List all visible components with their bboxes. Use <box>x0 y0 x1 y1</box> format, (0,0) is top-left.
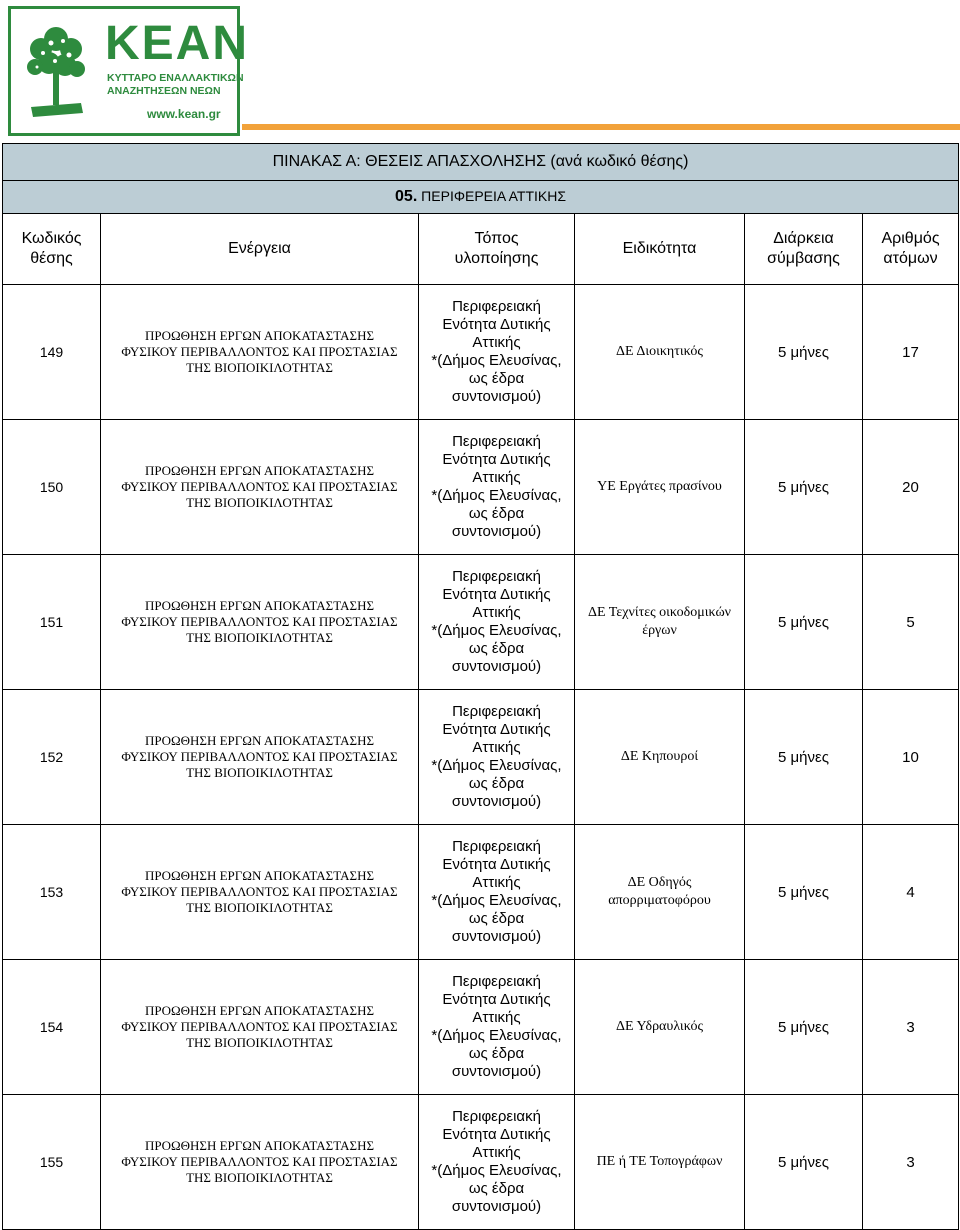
action-line: ΠΡΟΩΘΗΣΗ ΕΡΓΩΝ ΑΠΟΚΑΤΑΣΤΑΣΗΣ <box>144 328 375 343</box>
table-row <box>3 555 959 690</box>
place-line: ως έδρα <box>468 910 525 927</box>
place-cell <box>419 960 575 1095</box>
tree-logo-icon <box>21 17 91 123</box>
region-row <box>3 181 959 214</box>
place-line: συντονισμού) <box>451 658 542 675</box>
place-line: Αττικής <box>472 604 521 621</box>
place-line: συντονισμού) <box>451 1198 542 1215</box>
header-count: Αριθμός ατόμων <box>863 214 959 285</box>
action-line: ΤΗΣ ΒΙΟΠΟΙΚΙΛΟΤΗΤΑΣ <box>186 360 333 375</box>
table-row <box>3 285 959 420</box>
region-code: 05. <box>395 188 418 205</box>
action-line: ΤΗΣ ΒΙΟΠΟΙΚΙΛΟΤΗΤΑΣ <box>186 630 333 645</box>
position-code: 154 <box>3 960 101 1095</box>
header-duration: Διάρκεια σύμβασης <box>745 214 863 285</box>
action-cell <box>101 690 419 825</box>
specialty-line: ΔΕ Κηπουροί <box>620 749 699 764</box>
place-line: συντονισμού) <box>451 793 542 810</box>
specialty-line: απορριματοφόρου <box>608 893 711 908</box>
place-line: *(Δήμος Ελευσίνας, <box>431 352 562 369</box>
position-code: 152 <box>3 690 101 825</box>
place-line: ως έδρα <box>468 775 525 792</box>
place-line: συντονισμού) <box>451 388 542 405</box>
table-title-row <box>3 144 959 181</box>
action-cell <box>101 555 419 690</box>
action-line: ΠΡΟΩΘΗΣΗ ΕΡΓΩΝ ΑΠΟΚΑΤΑΣΤΑΣΗΣ <box>144 598 375 613</box>
place-line: Ενότητα Δυτικής <box>442 991 551 1008</box>
table-row <box>3 825 959 960</box>
place-cell <box>419 420 575 555</box>
duration-cell: 5 μήνες <box>745 420 863 555</box>
kean-logo <box>8 6 250 136</box>
place-line: *(Δήμος Ελευσίνας, <box>431 757 562 774</box>
place-line: Ενότητα Δυτικής <box>442 451 551 468</box>
specialty-cell <box>575 825 745 960</box>
place-cell <box>419 825 575 960</box>
specialty-line: ΠΕ ή ΤΕ Τοπογράφων <box>596 1154 723 1169</box>
table-row <box>3 420 959 555</box>
place-line: ως έδρα <box>468 505 525 522</box>
specialty-line: ΔΕ Διοικητικός <box>616 344 703 359</box>
duration-cell: 5 μήνες <box>745 690 863 825</box>
count-cell: 17 <box>863 285 959 420</box>
action-cell <box>101 825 419 960</box>
place-line: Αττικής <box>472 874 521 891</box>
place-line: Αττικής <box>472 1009 521 1026</box>
action-cell <box>101 420 419 555</box>
action-line: ΦΥΣΙΚΟΥ ΠΕΡΙΒΑΛΛΟΝΤΟΣ ΚΑΙ ΠΡΟΣΤΑΣΙΑΣ <box>121 1019 398 1034</box>
place-line: Ενότητα Δυτικής <box>442 1126 551 1143</box>
specialty-cell <box>575 285 745 420</box>
place-line: *(Δήμος Ελευσίνας, <box>431 487 562 504</box>
action-line: ΠΡΟΩΘΗΣΗ ΕΡΓΩΝ ΑΠΟΚΑΤΑΣΤΑΣΗΣ <box>144 1138 375 1153</box>
specialty-line: ΔΕ Υδραυλικός <box>615 1019 703 1034</box>
count-cell: 5 <box>863 555 959 690</box>
action-line: ΠΡΟΩΘΗΣΗ ΕΡΓΩΝ ΑΠΟΚΑΤΑΣΤΑΣΗΣ <box>144 1003 375 1018</box>
action-line: ΤΗΣ ΒΙΟΠΟΙΚΙΛΟΤΗΤΑΣ <box>186 1035 333 1050</box>
specialty-line: ΔΕ Οδηγός <box>627 875 692 890</box>
action-line: ΤΗΣ ΒΙΟΠΟΙΚΙΛΟΤΗΤΑΣ <box>186 900 333 915</box>
count-cell: 3 <box>863 1095 959 1230</box>
place-line: Ενότητα Δυτικής <box>442 316 551 333</box>
count-cell: 10 <box>863 690 959 825</box>
place-line: ως έδρα <box>468 640 525 657</box>
place-cell <box>419 285 575 420</box>
specialty-line: ΥΕ Εργάτες πρασίνου <box>597 479 722 494</box>
place-line: ως έδρα <box>468 1180 525 1197</box>
place-line: ως έδρα <box>468 370 525 387</box>
specialty-cell <box>575 555 745 690</box>
region-name: ΠΕΡΙΦΕΡΕΙΑ ΑΤΤΙΚΗΣ <box>421 188 566 204</box>
place-line: Ενότητα Δυτικής <box>442 856 551 873</box>
table-row <box>3 960 959 1095</box>
header-action: Ενέργεια <box>101 214 419 285</box>
place-line: ως έδρα <box>468 1045 525 1062</box>
position-code: 153 <box>3 825 101 960</box>
place-line: Περιφερειακή <box>452 1108 541 1125</box>
place-line: Αττικής <box>472 334 521 351</box>
action-line: ΦΥΣΙΚΟΥ ΠΕΡΙΒΑΛΛΟΝΤΟΣ ΚΑΙ ΠΡΟΣΤΑΣΙΑΣ <box>121 749 398 764</box>
position-code: 149 <box>3 285 101 420</box>
place-line: Περιφερειακή <box>452 433 541 450</box>
action-line: ΤΗΣ ΒΙΟΠΟΙΚΙΛΟΤΗΤΑΣ <box>186 495 333 510</box>
duration-cell: 5 μήνες <box>745 825 863 960</box>
action-line: ΦΥΣΙΚΟΥ ΠΕΡΙΒΑΛΛΟΝΤΟΣ ΚΑΙ ΠΡΟΣΤΑΣΙΑΣ <box>121 1154 398 1169</box>
logo-brand: KEAN <box>105 17 250 70</box>
place-line: συντονισμού) <box>451 1063 542 1080</box>
table-row <box>3 1095 959 1230</box>
place-line: Αττικής <box>472 1144 521 1161</box>
place-line: Ενότητα Δυτικής <box>442 586 551 603</box>
place-line: Περιφερειακή <box>452 298 541 315</box>
specialty-cell <box>575 690 745 825</box>
place-line: *(Δήμος Ελευσίνας, <box>431 1162 562 1179</box>
action-line: ΦΥΣΙΚΟΥ ΠΕΡΙΒΑΛΛΟΝΤΟΣ ΚΑΙ ΠΡΟΣΤΑΣΙΑΣ <box>121 344 398 359</box>
count-cell: 4 <box>863 825 959 960</box>
place-line: Ενότητα Δυτικής <box>442 721 551 738</box>
specialty-cell <box>575 960 745 1095</box>
place-line: Περιφερειακή <box>452 568 541 585</box>
position-code: 151 <box>3 555 101 690</box>
header-divider <box>242 124 960 130</box>
action-line: ΦΥΣΙΚΟΥ ΠΕΡΙΒΑΛΛΟΝΤΟΣ ΚΑΙ ΠΡΟΣΤΑΣΙΑΣ <box>121 479 398 494</box>
action-line: ΠΡΟΩΘΗΣΗ ΕΡΓΩΝ ΑΠΟΚΑΤΑΣΤΑΣΗΣ <box>144 733 375 748</box>
table-title: ΠΙΝΑΚΑΣ Α: ΘΕΣΕΙΣ ΑΠΑΣΧΟΛΗΣΗΣ (ανά κωδικό θέσης) <box>3 144 959 181</box>
duration-cell: 5 μήνες <box>745 960 863 1095</box>
position-code: 150 <box>3 420 101 555</box>
specialty-cell <box>575 420 745 555</box>
action-line: ΤΗΣ ΒΙΟΠΟΙΚΙΛΟΤΗΤΑΣ <box>186 1170 333 1185</box>
place-line: *(Δήμος Ελευσίνας, <box>431 1027 562 1044</box>
logo-subtitle-line1: ΚΥΤΤΑΡΟ ΕΝΑΛΛΑΚΤΙΚΩΝ <box>107 72 244 84</box>
region-heading <box>3 181 959 214</box>
place-line: *(Δήμος Ελευσίνας, <box>431 622 562 639</box>
duration-cell: 5 μήνες <box>745 285 863 420</box>
action-cell <box>101 960 419 1095</box>
header-code: Κωδικός θέσης <box>3 214 101 285</box>
table-row <box>3 690 959 825</box>
positions-table <box>2 143 959 1230</box>
action-line: ΦΥΣΙΚΟΥ ΠΕΡΙΒΑΛΛΟΝΤΟΣ ΚΑΙ ΠΡΟΣΤΑΣΙΑΣ <box>121 614 398 629</box>
logo-subtitle-line2: ΑΝΑΖΗΤΗΣΕΩΝ ΝΕΩΝ <box>107 85 221 97</box>
column-header-row <box>3 214 959 285</box>
specialty-cell <box>575 1095 745 1230</box>
action-line: ΤΗΣ ΒΙΟΠΟΙΚΙΛΟΤΗΤΑΣ <box>186 765 333 780</box>
action-line: ΦΥΣΙΚΟΥ ΠΕΡΙΒΑΛΛΟΝΤΟΣ ΚΑΙ ΠΡΟΣΤΑΣΙΑΣ <box>121 884 398 899</box>
place-line: Περιφερειακή <box>452 973 541 990</box>
duration-cell: 5 μήνες <box>745 555 863 690</box>
action-cell <box>101 1095 419 1230</box>
position-code: 155 <box>3 1095 101 1230</box>
header-place: Τόπος υλοποίησης <box>419 214 575 285</box>
specialty-line: έργων <box>642 623 677 638</box>
specialty-line: ΔΕ Τεχνίτες οικοδομικών <box>588 605 731 620</box>
action-line: ΠΡΟΩΘΗΣΗ ΕΡΓΩΝ ΑΠΟΚΑΤΑΣΤΑΣΗΣ <box>144 463 375 478</box>
duration-cell: 5 μήνες <box>745 1095 863 1230</box>
place-line: *(Δήμος Ελευσίνας, <box>431 892 562 909</box>
action-line: ΠΡΟΩΘΗΣΗ ΕΡΓΩΝ ΑΠΟΚΑΤΑΣΤΑΣΗΣ <box>144 868 375 883</box>
count-cell: 3 <box>863 960 959 1095</box>
logo-url: www.kean.gr <box>147 107 221 121</box>
place-line: Αττικής <box>472 739 521 756</box>
header-specialty: Ειδικότητα <box>575 214 745 285</box>
place-line: συντονισμού) <box>451 523 542 540</box>
place-line: συντονισμού) <box>451 928 542 945</box>
count-cell: 20 <box>863 420 959 555</box>
place-line: Αττικής <box>472 469 521 486</box>
place-cell <box>419 690 575 825</box>
place-line: Περιφερειακή <box>452 838 541 855</box>
place-cell <box>419 1095 575 1230</box>
action-cell <box>101 285 419 420</box>
place-cell <box>419 555 575 690</box>
place-line: Περιφερειακή <box>452 703 541 720</box>
